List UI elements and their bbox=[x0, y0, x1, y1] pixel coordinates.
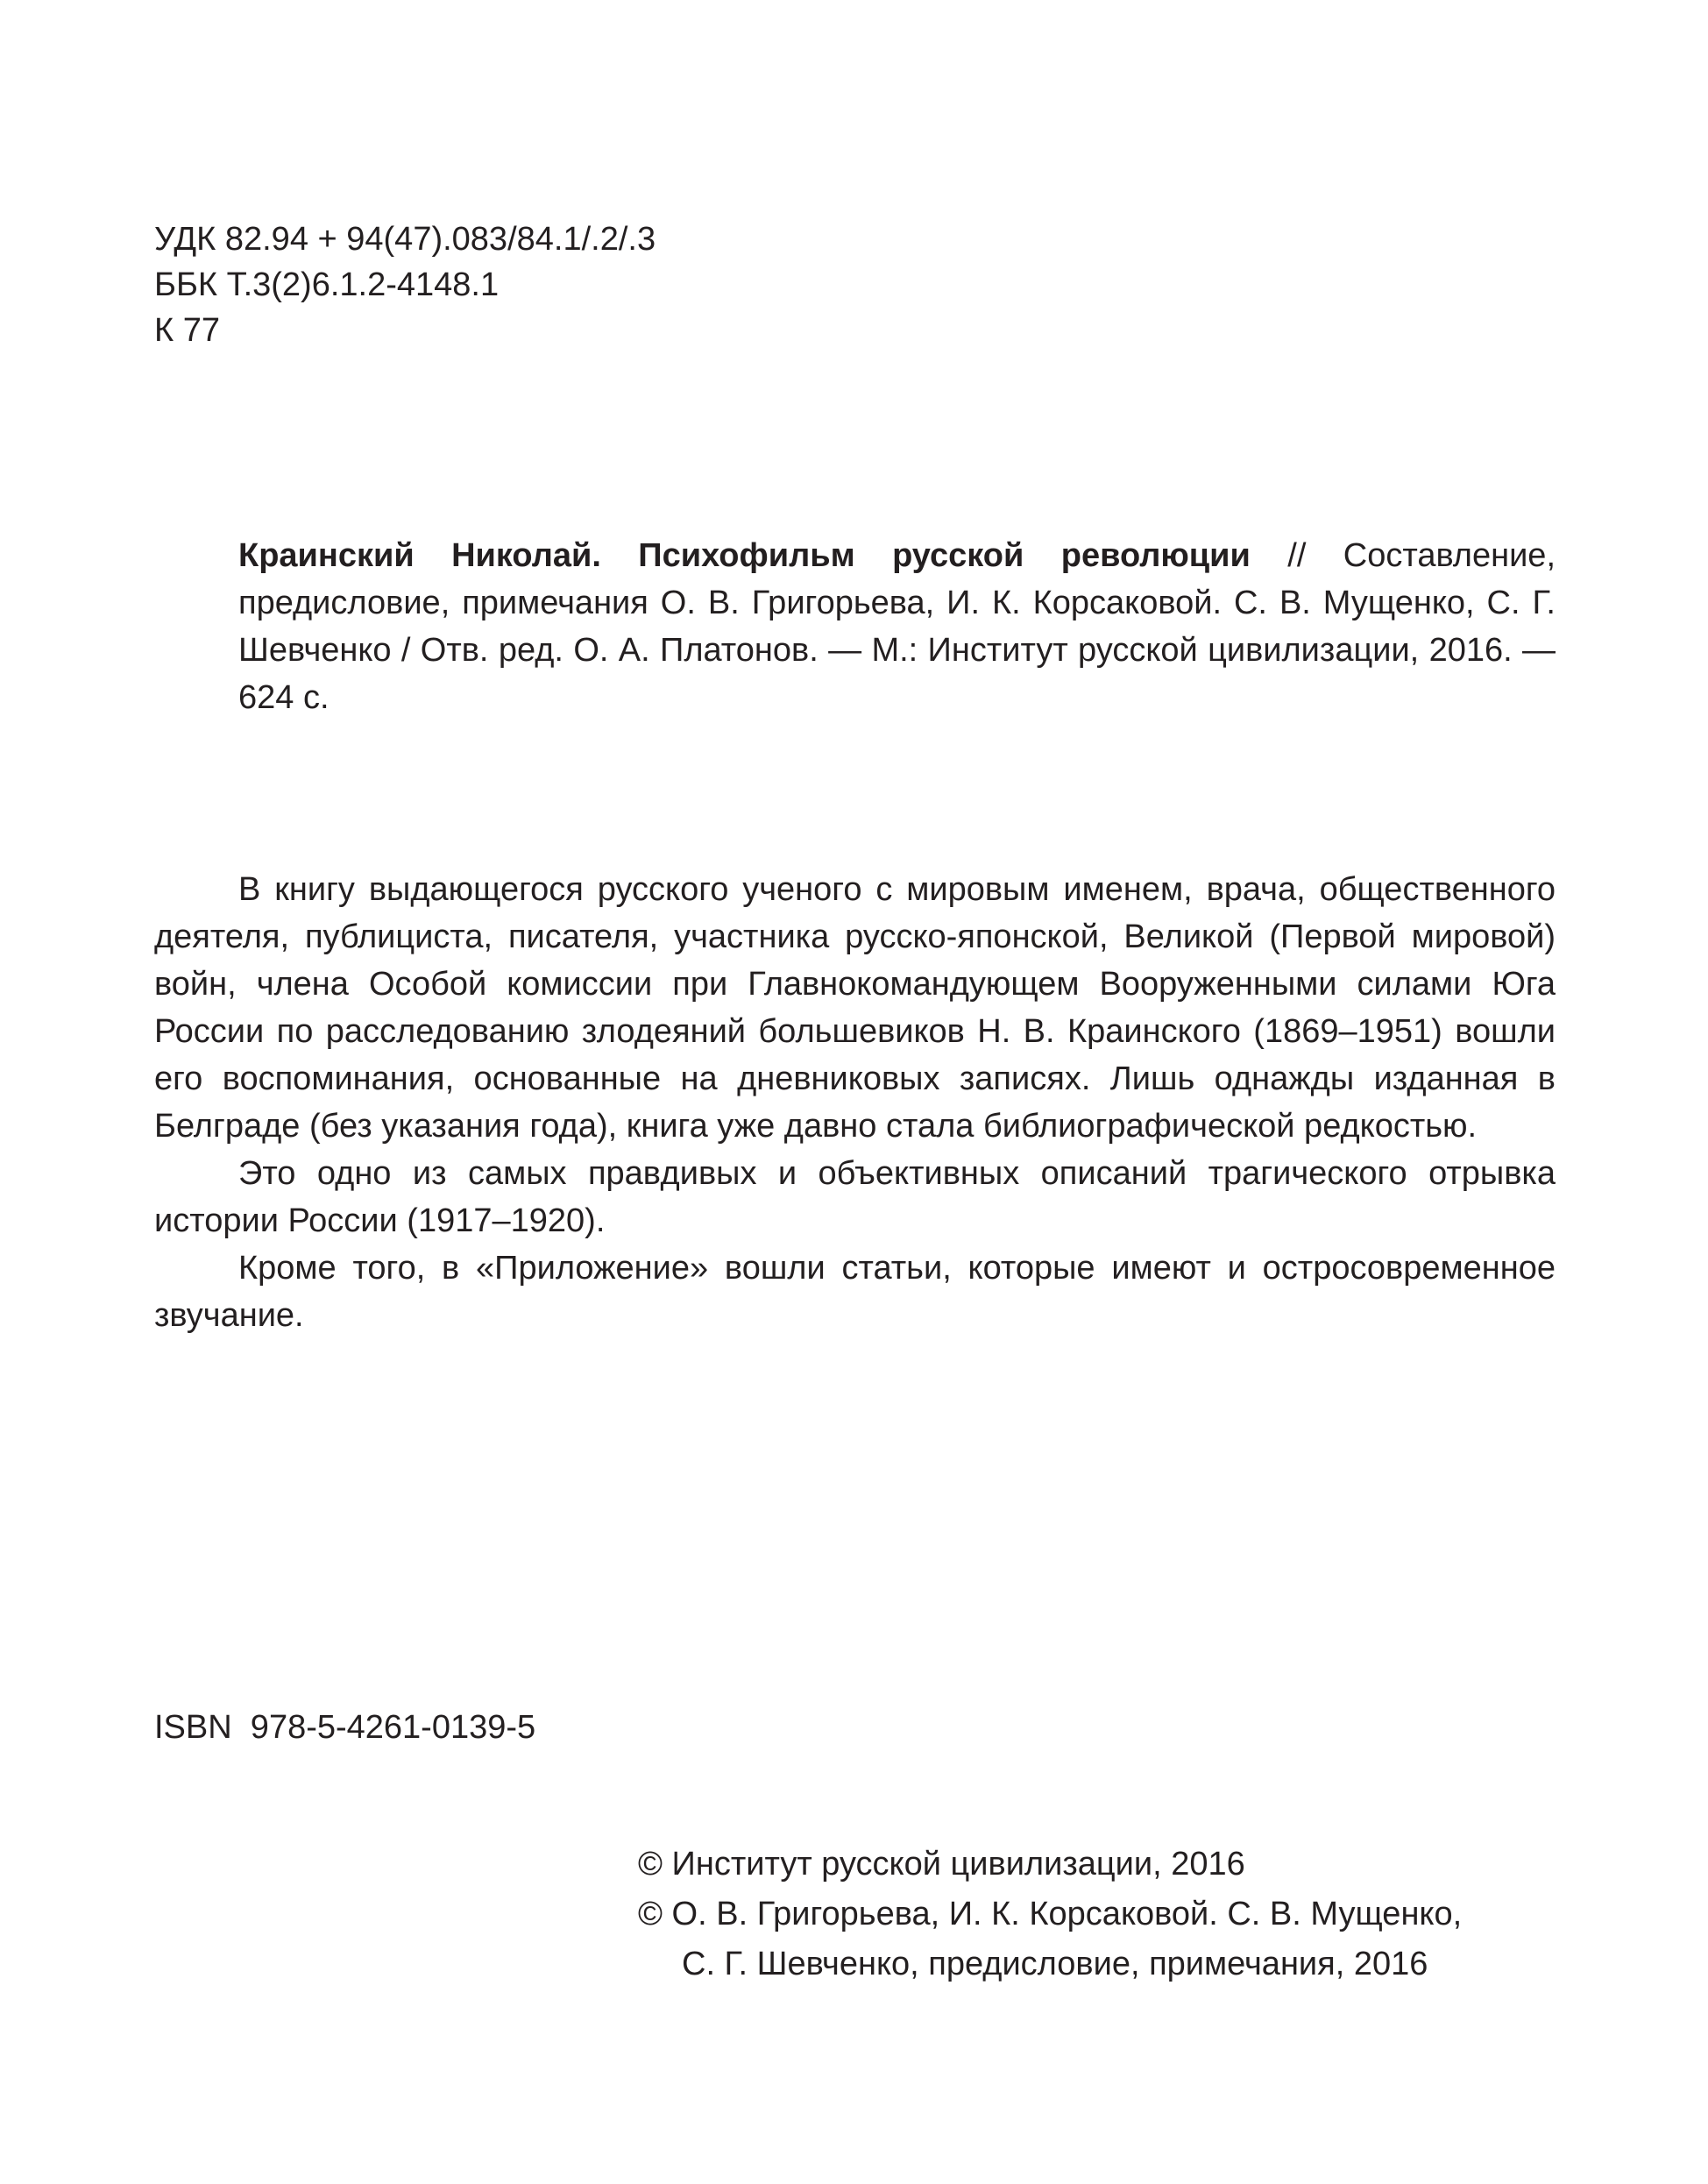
isbn: ISBN 978-5-4261-0139-5 bbox=[154, 1709, 536, 1746]
annotation-paragraph: Это одно из самых правдивых и объективных описаний трагического отрывка истории России (1917–1920). bbox=[154, 1155, 1556, 1239]
bbk-code: ББК Т.3(2)6.1.2-4148.1 bbox=[154, 266, 500, 303]
annotation-paragraph: Кроме того, в «Приложение» вошли статьи, которые имеют и остросовременное звучание. bbox=[154, 1250, 1556, 1334]
annotation bbox=[154, 866, 1556, 1339]
bibliographic-record bbox=[238, 532, 1556, 721]
copyright-line: © О. В. Григорьева, И. К. Корсаковой. С. В. Мущенко, bbox=[638, 1896, 1463, 1932]
udk-code: УДК 82.94 + 94(47).083/84.1/.2/.3 bbox=[154, 221, 656, 258]
copyright-block bbox=[638, 1840, 1462, 1989]
classification-block bbox=[154, 216, 656, 353]
annotation-paragraph: В книгу выдающегося русского ученого с мировым именем, врача, общественного деятеля, публициста, писателя, участника русско-японской, Великой (Первой мировой) войн, члена Особой комиссии при Главнокомандующем Вооруженными силами Юга России по расследованию злодеяний большевиков Н. В. Краинского (1869–1951) вошли его воспоминания, основанные на дневниковых записях. Лишь однажды изданная в Белграде (без указания года), книга уже давно стала библиографической редкостью. bbox=[154, 871, 1556, 1145]
author-mark: К 77 bbox=[154, 312, 220, 349]
bibliographic-details: // Составление, предисловие, примечания О. В. Григорьева, И. К. Корсаковой. С. В. Мущенко, С. Г. Шевченко / Отв. ред. О. А. Платонов. — М.: Институт русской цивилизации, 2016. — 624 с. bbox=[238, 537, 1556, 716]
copyright-line: С. Г. Шевченко, предисловие, примечания, 2016 bbox=[682, 1946, 1428, 1982]
author-and-title: Краинский Николай. Психофильм русской революции bbox=[238, 537, 1251, 574]
copyright-line: © Институт русской цивилизации, 2016 bbox=[638, 1846, 1245, 1883]
